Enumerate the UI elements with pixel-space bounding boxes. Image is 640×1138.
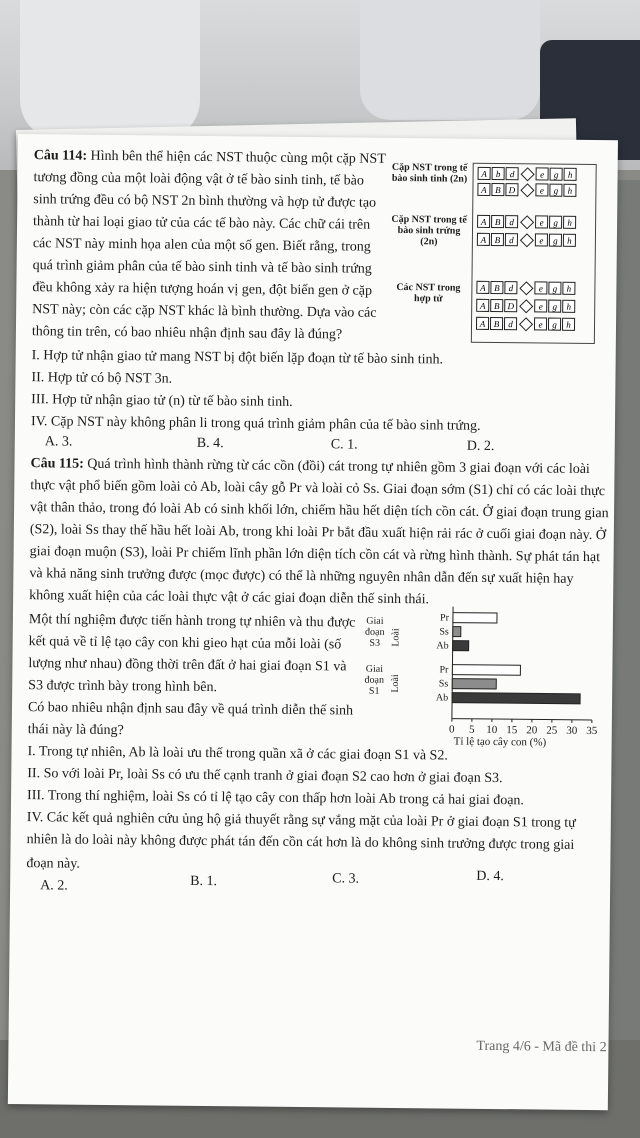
exam-page [8,134,618,1110]
gene-allele: e [534,281,547,294]
q115-line-1-text: Quá trình hình thành rừng từ các cồn (đồi) cát trong tự nhiên gồm 3 giai đoạn với các loài [83,456,590,478]
gene-allele: g [548,300,561,313]
q115-answer-b[interactable]: B. 1. [190,873,218,890]
q115-answer-a[interactable]: A. 2. [40,878,68,894]
chart-x-axis [452,719,592,720]
gene-allele: h [562,282,575,295]
gene-allele: b [492,167,505,180]
centromere [521,167,535,181]
chart-bar [453,613,497,623]
gene-allele: g [549,184,562,197]
gene-allele: d [504,317,517,330]
q114-line: thành từ hai loại giao tử của các tế bào này. Các chữ cái trên [33,214,371,233]
chart-category-label: Ab [436,640,449,652]
chart-x-tick-label: 35 [586,724,598,738]
gene-allele: B [490,281,503,294]
seedling-chart [360,606,597,748]
q114-answer-a[interactable]: A. 3. [44,434,73,450]
gene-allele: B [491,215,504,228]
chart-category-label: Pr [439,612,450,624]
gene-allele: B [490,299,503,312]
chart-x-axis-label: Tỉ lệ tạo cây con (%) [453,735,547,749]
chart-x-tick-label: 20 [526,724,538,737]
q114-line-1-text: Hình bên thể hiện các NST thuộc cùng một cặp NST [86,148,386,167]
gene-allele: A [478,167,491,180]
background-shirt-right [360,0,540,120]
q114-line-1 [34,148,386,168]
q114-answer-d[interactable]: D. 2. [466,438,495,455]
gene-allele: d [506,167,519,180]
chart-y-label-s1: Loài [389,674,402,693]
q114-statement: IV. Cặp NST này không phân li trong quá trình giảm phân của tế bào sinh trứng. [30,414,481,434]
chart-bar [453,627,461,637]
q114-title: Câu 114: [33,148,88,164]
gene-allele: D [505,183,518,196]
chart-group-label-s3-text: Giai đoạn S3 [365,615,385,649]
gene-allele: h [562,300,575,313]
chart-category-label: Ss [439,626,449,638]
q115-line: (S2), loài Ss thay thế hầu hết loài Ab, trong khi loài Pr bắt đầu xuất hiện rải rác ở cuối giai đoạn này. Ở [29,522,606,544]
q114-statement: II. Hợp tử có bộ NST 3n. [31,370,173,387]
figure-label-zygote: Các NST trong hợp tử [396,281,461,305]
gene-allele: g [549,234,562,247]
q115-left-line: thái này là đúng? [27,722,124,739]
centromere [520,233,534,247]
q114-line: các NST này minh họa alen của một số gen. Biết rằng, trong [32,236,371,255]
gene-allele: e [534,299,547,312]
q114-statement: I. Hợp tử nhận giao tử mang NST bị đột biến lặp đoạn từ tế bào sinh tinh. [31,348,444,368]
q114-line: tương đồng của một loài động vật ở tế bào sinh tinh, tế bào [33,170,364,189]
chromosome [477,183,577,197]
q115-statement: IV. Các kết quả nghiên cứu ủng hộ giả thuyết rằng sự vắng mặt của loài Pr ở giai đoạn S1 trong tự [26,810,576,831]
gene-allele: A [476,317,489,330]
q114-line: quá trình giảm phân của tế bào sinh tinh và tế bào sinh trứng [32,258,372,277]
gene-allele: d [504,281,517,294]
q114-line: NST này; còn các cặp NST khác là bình thường. Dựa vào các [32,302,377,321]
q115-answer-d[interactable]: D. 4. [476,868,504,885]
centromere [519,281,533,295]
q114-line: thông tin trên, có bao nhiêu nhận định sau đây là đúng? [31,324,343,343]
gene-allele: h [563,234,576,247]
chart-svg [360,606,597,748]
chart-x-tick-label: 25 [546,724,558,737]
gene-allele: h [564,168,577,181]
q115-left-line: kết quả về tỉ lệ tạo cây con khi gieo hạt của mỗi loài (số [28,634,342,653]
gene-allele: d [505,233,518,246]
gene-allele: g [548,318,561,331]
gene-allele: A [476,281,489,294]
figure-label-sperm: Cặp NST trong tế bào sinh tinh (2n) [391,161,468,185]
chart-x-tick-label: 10 [486,723,498,737]
q115-statement: nhiên là do loài này không được phát tán đến cồn cát hơn là do không sinh trưởng được trong giai [26,832,575,853]
gene-allele: e [535,233,548,246]
centromere [520,215,534,229]
gene-allele: g [548,282,561,295]
gene-allele: g [550,168,563,181]
centromere [519,317,533,331]
chart-x-tick-label: 0 [448,723,455,736]
chromosome [477,233,577,247]
chart-category-label: Ab [435,692,449,704]
q114-line: sinh trứng đều có bộ NST 2n bình thường và hợp tử được tạo [33,192,377,211]
q115-line: thực vật phổ biến gồm loài cỏ Ab, loài cây gỗ Pr và loài cỏ Ss. Giai đoạn sớm (S1) chỉ có các loài thực [30,478,606,500]
chart-bar [452,665,520,676]
gene-allele: e [536,167,549,180]
chart-x-tick-label: 30 [566,724,578,737]
chart-group-label-s1-text: Giai đoạn S1 [364,663,385,697]
figure-label-egg: Cặp NST trong tế bào sinh trứng (2n) [391,213,467,248]
gene-allele: d [505,215,518,228]
gene-allele: A [476,299,489,312]
chart-category-label: Ss [438,678,449,690]
q115-line: giai đoạn muộn (S3), loài Pr chiếm lĩnh phần lớn diện tích cồn cát và rừng hình thành. Sự phát tán hạt [29,544,601,566]
chart-bar [452,693,580,704]
gene-allele: h [563,184,576,197]
q115-line: không xuất hiện của các loài thực vật ở các giai đoạn diễn thế sinh thái. [29,588,430,608]
q114-answer-c[interactable]: C. 1. [330,437,358,453]
q115-statement: đoạn này. [26,856,80,872]
chromosome [478,167,578,181]
gene-allele: B [491,183,504,196]
chart-bar [452,679,496,689]
gene-allele: g [549,216,562,229]
page-footer: Trang 4/6 - Mã đề thi 2 [476,1038,607,1056]
centromere [519,299,533,313]
gene-allele: A [477,233,490,246]
q115-statement: III. Trong thí nghiệm, loài Ss có tỉ lệ tạo cây con thấp hơn loài Ab trong cả hai giai đoạn. [26,788,525,809]
chart-category-label: Pr [439,664,449,676]
q115-left-line: Một thí nghiệm được tiến hành trong tự nhiên và thu được [28,612,356,631]
gene-allele: B [491,233,504,246]
q115-line: vật thân thảo, trong đó loài Ab có sinh khối lớn, chiếm hầu hết diện tích cồn cát. Ở giai đoạn trung gian [30,500,609,522]
chromosome [476,317,576,331]
q115-left-line: Có bao nhiêu nhận định sau đây về quá trình diễn thế sinh [27,700,354,719]
q115-line: và khả năng sinh trưởng được (mọc được) có thể là những nguyên nhân dẫn đến sự xuất hiện hay [29,566,574,587]
gene-allele: h [562,318,575,331]
q115-statement: II. So với loài Pr, loài Ss có ưu thế cạnh tranh ở giai đoạn S2 cao hơn ở giai đoạn S3. [27,766,503,787]
gene-allele: A [477,183,490,196]
gene-allele: e [534,317,547,330]
q114-statement: III. Hợp tử nhận giao tử (n) từ tế bào sinh tinh. [31,392,293,410]
chart-bar [453,641,469,651]
chart-x-tick-label: 15 [506,724,518,737]
background-shirt-left [20,0,200,140]
gene-allele: e [535,215,548,228]
gene-allele: D [504,299,517,312]
q115-title: Câu 115: [30,456,84,472]
q115-left-line: lượng như nhau) đồng thời trên đất ở hai giai đoạn S1 và [28,656,347,675]
centromere [520,183,534,197]
gene-allele: h [563,216,576,229]
gene-allele: e [535,183,548,196]
chromosome [477,215,577,229]
q115-left-line: S3 được trình bày trong hình bên. [28,678,218,696]
q115-statement: I. Trong tự nhiên, Ab là loài ưu thế trong quần xã ở các giai đoạn S1 và S2. [27,744,448,764]
chromosome [476,299,576,313]
chromosome [476,281,576,295]
q115-answer-c[interactable]: C. 3. [332,871,360,887]
chart-y-label-s3: Loài [390,628,402,647]
q115-line-1 [30,456,589,478]
gene-allele: A [477,215,490,228]
gene-allele: B [490,317,503,330]
q114-answer-b[interactable]: B. 4. [196,435,224,452]
q114-line: đều không xảy ra hiện tượng hoán vị gen, đột biến gen ở cặp [32,280,373,299]
chart-x-tick-label: 5 [468,723,475,736]
